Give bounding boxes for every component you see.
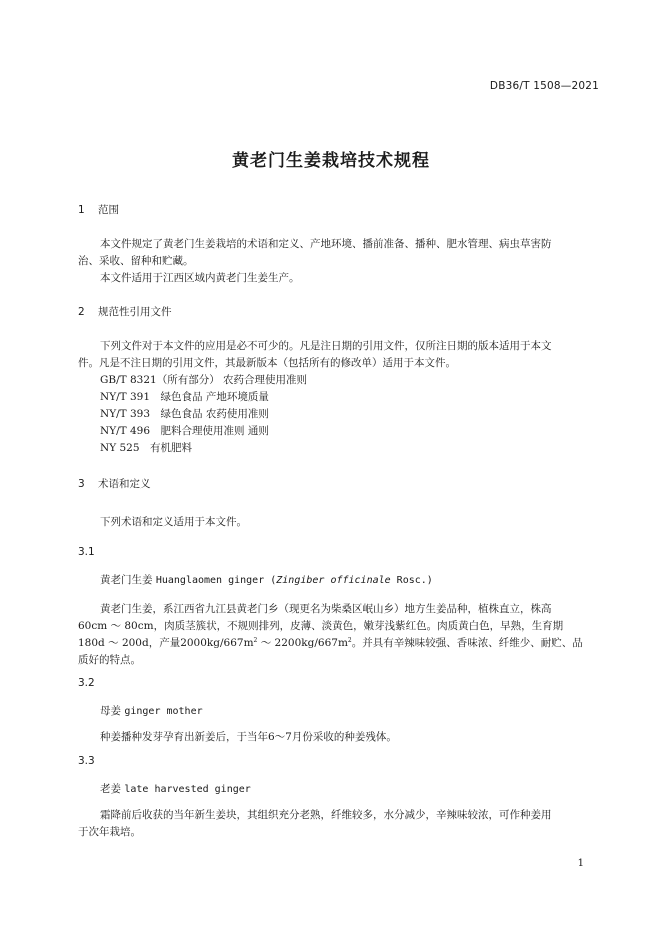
def-line-3-part-c: 。并具有辛辣味较强、香味浓、纤维少、耐贮、品 (351, 637, 583, 649)
term-3-3-number: 3.3 (78, 755, 95, 767)
term-3-1-heading (100, 572, 433, 587)
section-3-number: 3 (78, 478, 85, 490)
term-3-1-def-line-3 (78, 635, 583, 650)
superscript-2: 2 (253, 637, 258, 644)
section-2-para-1-line-2: 件。凡是不注日期的引用文件，其最新版本（包括所有的修改单）适用于本文件。 (78, 357, 456, 369)
term-3-3-heading (100, 781, 251, 796)
term-3-3-zh: 老姜 (100, 783, 121, 795)
section-3-heading (78, 476, 151, 491)
section-2-title: 规范性引用文件 (98, 306, 172, 318)
section-2-para-1-line-1: 下列文件对于本文件的应用是必不可少的。凡是注日期的引用文件，仅所注日期的版本适用于本文 (100, 340, 552, 352)
reference-item: NY/T 391 绿色食品 产地环境质量 (100, 391, 269, 403)
section-1-para-2: 本文件适用于江西区域内黄老门生姜生产。 (100, 272, 300, 284)
def-line-3-part-b: ～ 2200kg/667m (260, 637, 348, 649)
term-3-3-en: late harvested ginger (124, 784, 251, 795)
term-3-1-zh: 黄老门生姜 (100, 574, 153, 586)
term-3-2-zh: 母姜 (100, 705, 121, 717)
superscript-2: 2 (347, 637, 352, 644)
section-3-title: 术语和定义 (98, 478, 151, 490)
section-1-title: 范围 (98, 204, 119, 216)
section-1-para-1-line-1: 本文件规定了黄老门生姜栽培的术语和定义、产地环境、播前准备、播种、肥水管理、病虫草害防 (100, 238, 552, 250)
term-3-1-number: 3.1 (78, 546, 95, 558)
term-3-1-latin: Zingiber officinale (276, 575, 391, 586)
reference-item: NY/T 393 绿色食品 农药使用准则 (100, 408, 269, 420)
term-3-1-en-tail: Rosc.) (390, 575, 433, 586)
reference-item: NY/T 496 肥料合理使用准则 通则 (100, 425, 269, 437)
term-3-3-def-line-1: 霜降前后收获的当年新生姜块，其组织充分老熟，纤维较多，水分减少，辛辣味较浓，可作种姜用 (100, 809, 552, 821)
term-3-1-def-line-2: 60cm ～ 80cm，肉质茎簇状，不规则排列，皮薄、淡黄色，嫩芽浅紫红色。肉质黄白色，早熟，生育期 (78, 620, 564, 632)
section-1-heading (78, 202, 119, 217)
document-title: 黄老门生姜栽培技术规程 (232, 151, 430, 171)
term-3-2-number: 3.2 (78, 677, 95, 689)
term-3-1-def-line-4: 质好的特点。 (78, 654, 141, 666)
term-3-3-def-line-2: 于次年栽培。 (78, 826, 141, 838)
page-number: 1 (577, 858, 584, 869)
term-3-1-def-line-1: 黄老门生姜，系江西省九江县黄老门乡（现更名为柴桑区岷山乡）地方生姜品种，植株直立，株高 (100, 603, 552, 615)
section-1-number: 1 (78, 204, 85, 216)
term-3-2-en: ginger mother (124, 706, 203, 717)
reference-item: GB/T 8321（所有部分） 农药合理使用准则 (100, 374, 308, 386)
term-3-2-def-line-1: 种姜播种发芽孕育出新姜后，于当年6～7月份采收的种姜残体。 (100, 731, 397, 743)
section-1-para-1-line-2: 治、采收、留种和贮藏。 (78, 255, 194, 267)
term-3-2-heading (100, 703, 203, 718)
section-2-number: 2 (78, 306, 85, 318)
section-2-heading (78, 304, 172, 319)
reference-item: NY 525 有机肥料 (100, 442, 192, 454)
section-3-intro: 下列术语和定义适用于本文件。 (100, 516, 247, 528)
term-3-1-en: Huanglaomen ginger ( (155, 575, 277, 586)
standard-code: DB36/T 1508—2021 (489, 80, 599, 92)
def-line-3-part-a: 180d ～ 200d，产量2000kg/667m (78, 637, 254, 649)
